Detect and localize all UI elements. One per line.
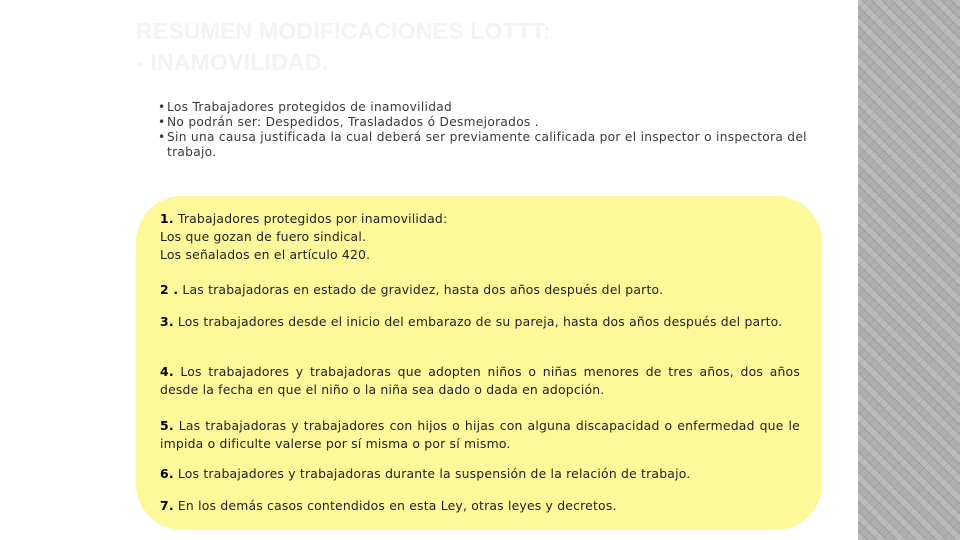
list-item-3 (160, 313, 800, 331)
bullet-item (158, 115, 828, 130)
bullet-dot: • (158, 115, 166, 129)
item-text: Los trabajadores desde el inicio del embarazo de su pareja, hasta dos años después del parto. (177, 314, 783, 329)
item-number: 5. (160, 418, 174, 433)
item-text: Los trabajadores y trabajadoras durante la suspensión de la relación de trabajo. (177, 466, 691, 481)
list-item-1 (160, 210, 800, 264)
list-item-6 (160, 465, 800, 483)
bullet-text: No podrán ser: Despedidos, Trasladados ó Desmejorados . (167, 115, 539, 129)
item-number: 6. (160, 466, 174, 481)
bullet-dot: • (158, 130, 166, 144)
title-line-1: RESUMEN MODIFICACIONES LOTTT: (136, 18, 551, 44)
bullet-item (158, 130, 828, 160)
bullet-text: Los Trabajadores protegidos de inamovilidad (167, 100, 453, 114)
list-item-4 (160, 363, 800, 399)
item-heading: Trabajadores protegidos por inamovilidad: (177, 211, 448, 226)
title-line-2: - INAMOVILIDAD. (136, 49, 329, 75)
bullet-list (158, 100, 828, 160)
list-item-7 (160, 497, 800, 515)
slide-title (136, 16, 836, 78)
bullet-dot: • (158, 100, 166, 114)
bullet-item (158, 100, 828, 115)
item-line: Los que gozan de fuero sindical. (160, 229, 367, 244)
list-item-5 (160, 417, 800, 453)
item-number: 4. (160, 364, 174, 379)
item-number: 1. (160, 211, 174, 226)
item-text: En los demás casos contendidos en esta Ley, otras leyes y decretos. (177, 498, 617, 513)
item-text: Las trabajadoras en estado de gravidez, hasta dos años después del parto. (182, 282, 664, 297)
item-number: 3. (160, 314, 174, 329)
list-item-2 (160, 281, 800, 299)
item-number: 2 . (160, 282, 179, 297)
item-number: 7. (160, 498, 174, 513)
bullet-text: Sin una causa justificada la cual deberá ser previamente calificada por el inspector o inspectora del trabajo. (167, 130, 807, 159)
item-text: Las trabajadoras y trabajadores con hijos o hijas con alguna discapacidad o enfermedad que le impida o dificulte valerse por sí misma o por sí mismo. (160, 418, 801, 451)
item-line: Los señalados en el artículo 420. (160, 247, 371, 262)
item-text: Los trabajadores y trabajadoras que adopten niños o niñas menores de tres años, dos años desde la fecha en que el niño o la niña sea dado o dada en adopción. (160, 364, 800, 397)
decorative-side-pattern (858, 0, 960, 540)
